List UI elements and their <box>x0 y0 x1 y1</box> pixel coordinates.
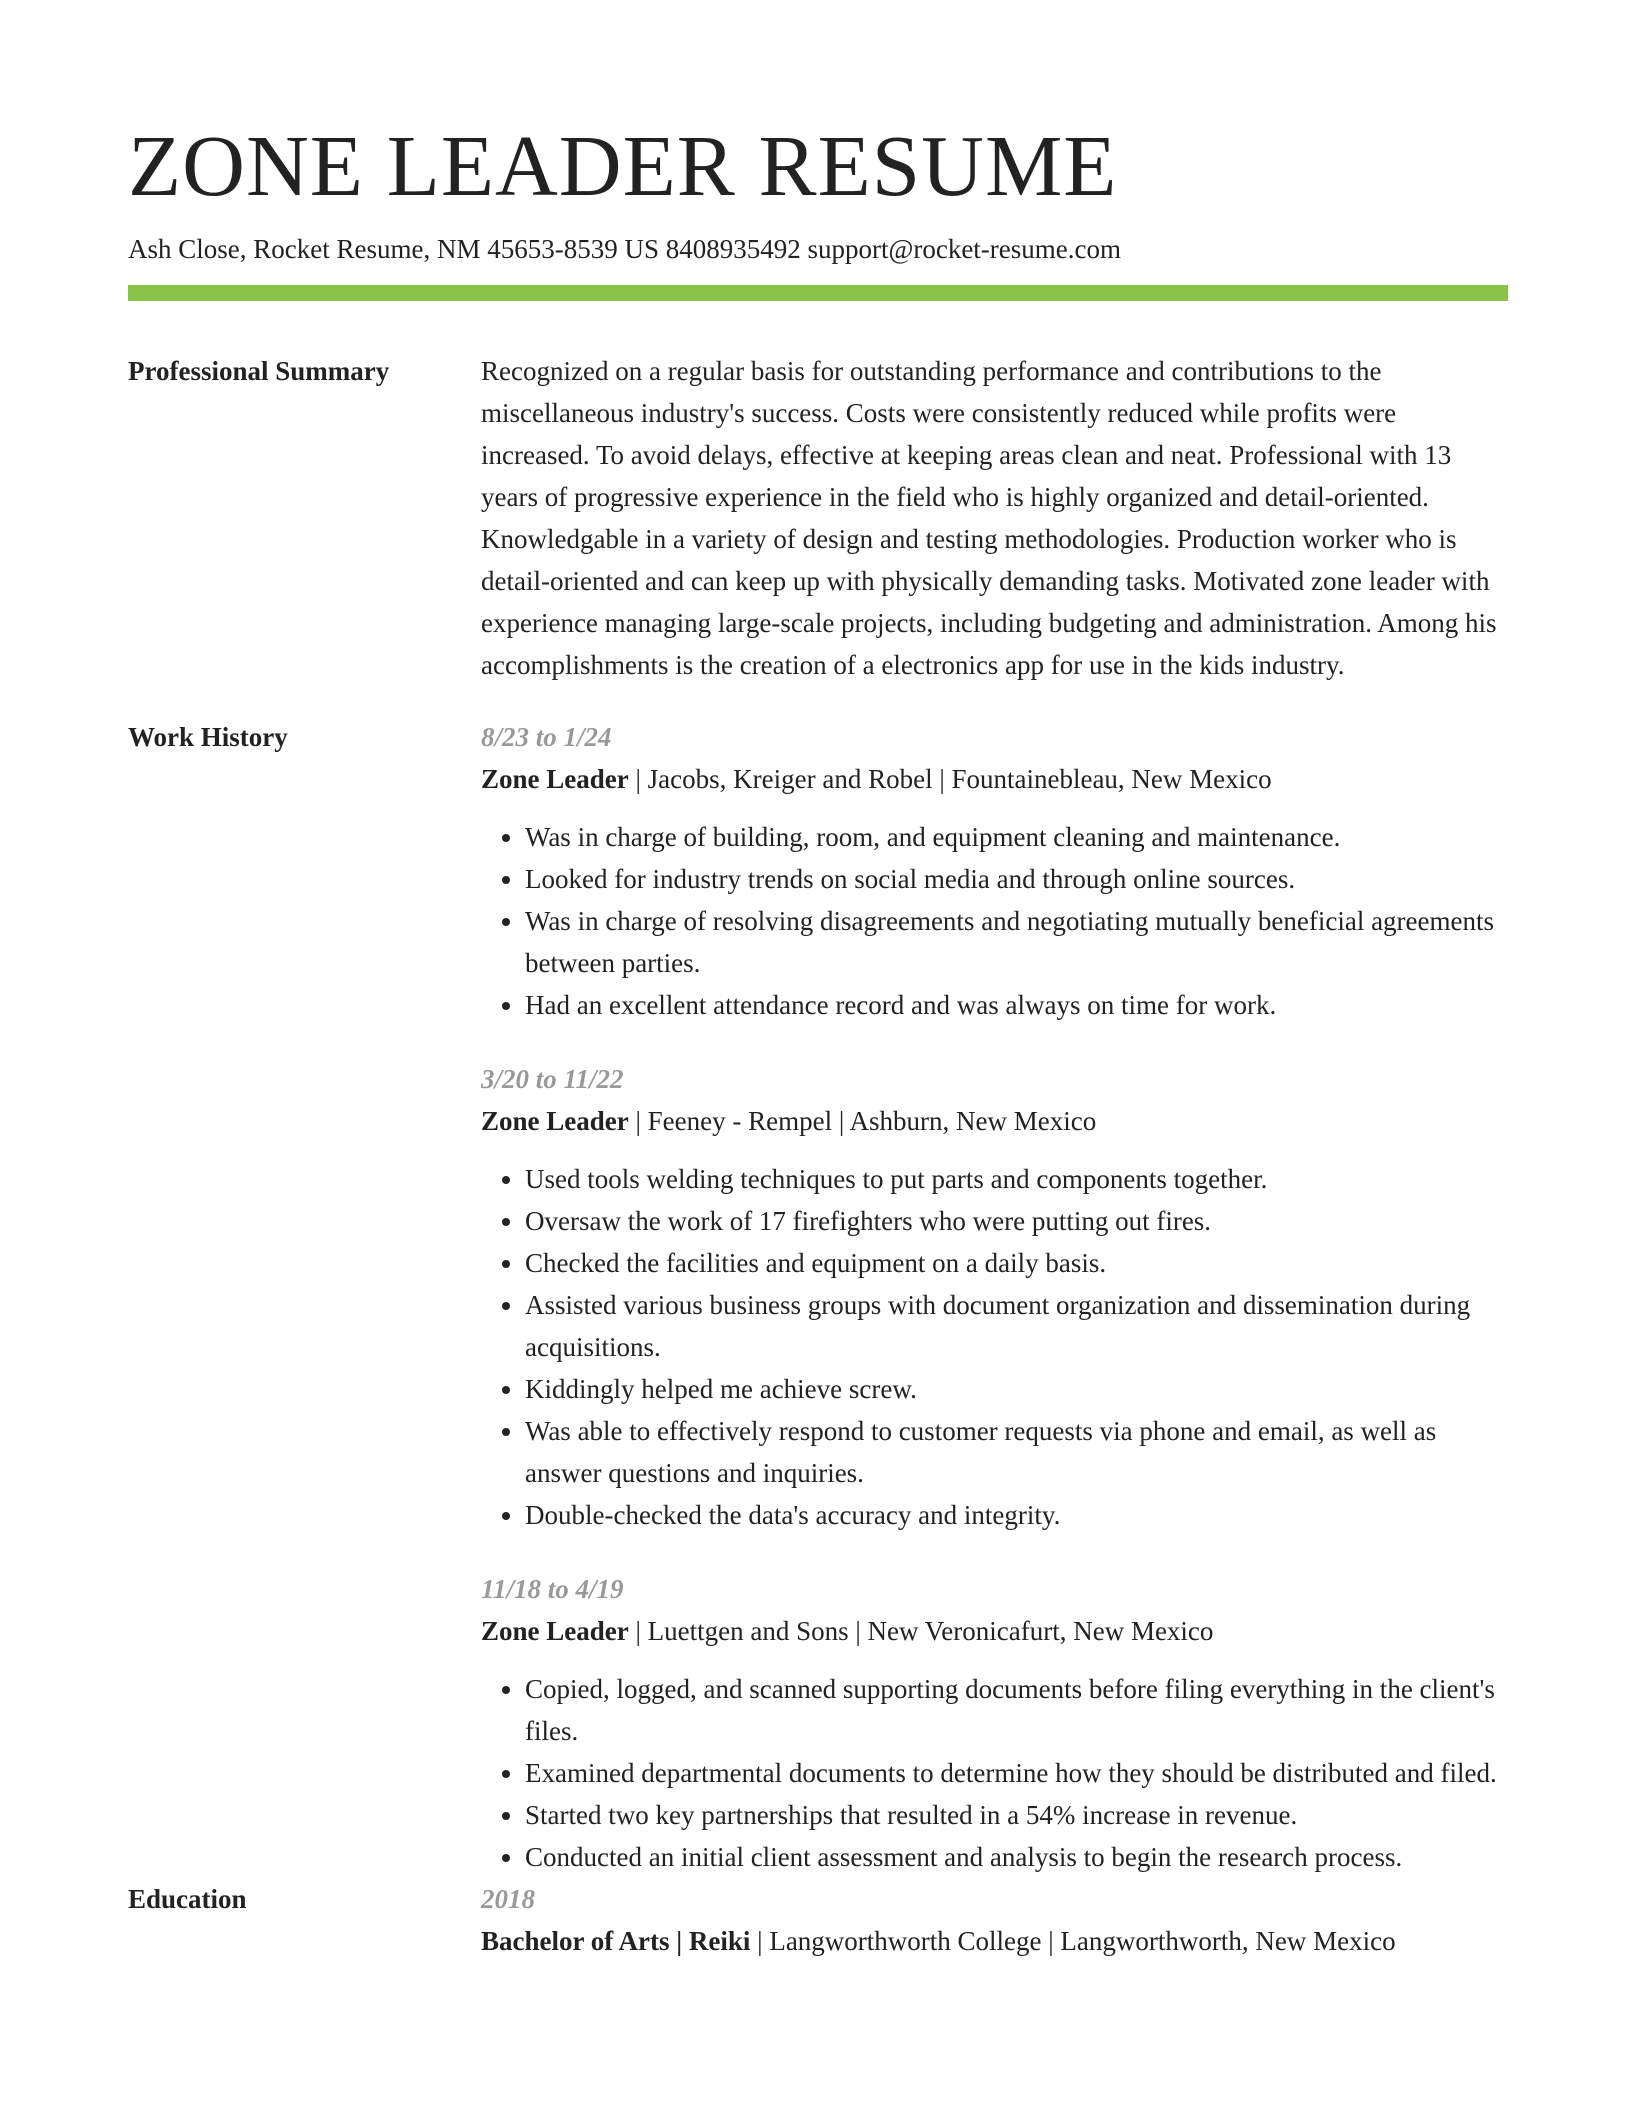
job-dates: 8/23 to 1/24 <box>481 721 612 752</box>
job-entry <box>481 1568 1508 1878</box>
job-bullets <box>481 1668 1508 1878</box>
job-bullet: • Was in charge of building, room, and equipment cleaning and maintenance. <box>525 816 1508 858</box>
job-bullet: • Looked for industry trends on social media and through online sources. <box>525 858 1508 900</box>
resume-page <box>128 0 1508 1962</box>
job-bullet: • Examined departmental documents to determine how they should be distributed and filed. <box>525 1752 1508 1794</box>
job-bullets <box>481 1158 1508 1536</box>
job-details: | Luettgen and Sons | New Veronicafurt, New Mexico <box>628 1615 1214 1646</box>
job-bullet: • Oversaw the work of 17 firefighters who were putting out fires. <box>525 1200 1508 1242</box>
job-bullets <box>481 816 1508 1026</box>
job-bullet: • Was in charge of resolving disagreements and negotiating mutually beneficial agreements between parties. <box>525 900 1508 984</box>
education-heading <box>481 1920 1508 1962</box>
summary-text: Recognized on a regular basis for outstanding performance and contributions to the miscellaneous industry's success. Costs were consistently reduced while profits were increased. To avoid delays, effective at keeping areas clean and neat. Professional with 13 years of progressive experience in the field who is highly organized and detail-oriented. Knowledgable in a variety of design and testing methodologies. Production worker who is detail-oriented and can keep up with physically demanding tasks. Motivated zone leader with experience managing large-scale projects, including budgeting and administration. Among his accomplishments is the creation of a electronics app for use in the kids industry. <box>481 355 1497 680</box>
job-heading <box>481 1100 1508 1142</box>
job-bullet: • Assisted various business groups with document organization and dissemination during acquisitions. <box>525 1284 1508 1368</box>
job-details: | Jacobs, Kreiger and Robel | Fountainebleau, New Mexico <box>628 763 1272 794</box>
work-history-list <box>481 716 1508 1878</box>
education-section <box>128 1878 1508 1962</box>
summary-label: Professional Summary <box>128 355 390 386</box>
education-year: 2018 <box>481 1883 535 1914</box>
job-entry <box>481 1058 1508 1536</box>
job-bullet: • Kiddingly helped me achieve screw. <box>525 1368 1508 1410</box>
education-details: | Langworthworth College | Langworthworth, New Mexico <box>750 1925 1396 1956</box>
job-bullet: • Checked the facilities and equipment on a daily basis. <box>525 1242 1508 1284</box>
job-bullet: • Double-checked the data's accuracy and integrity. <box>525 1494 1508 1536</box>
contact-line: Ash Close, Rocket Resume, NM 45653-8539 US 8408935492 support@rocket-resume.com <box>128 233 1122 264</box>
job-entry <box>481 716 1508 1026</box>
job-bullet: • Conducted an initial client assessment and analysis to begin the research process. <box>525 1836 1508 1878</box>
education-label: Education <box>128 1883 247 1914</box>
job-heading <box>481 758 1508 800</box>
job-role: Zone Leader <box>481 763 629 794</box>
job-bullet: • Started two key partnerships that resulted in a 54% increase in revenue. <box>525 1794 1508 1836</box>
accent-divider <box>128 285 1508 301</box>
job-dates: 11/18 to 4/19 <box>481 1573 624 1604</box>
work-history-section <box>128 716 1508 1878</box>
job-role: Zone Leader <box>481 1615 629 1646</box>
job-bullet: • Had an excellent attendance record and was always on time for work. <box>525 984 1508 1026</box>
summary-section <box>128 350 1508 686</box>
education-entry <box>481 1878 1508 1962</box>
education-degree: Bachelor of Arts | Reiki <box>481 1925 751 1956</box>
resume-title: ZONE LEADER RESUME <box>128 117 1118 214</box>
job-bullet: • Copied, logged, and scanned supporting documents before filing everything in the client's files. <box>525 1668 1508 1752</box>
job-details: | Feeney - Rempel | Ashburn, New Mexico <box>628 1105 1097 1136</box>
work-history-label: Work History <box>128 721 288 752</box>
job-bullet: • Was able to effectively respond to customer requests via phone and email, as well as answer questions and inquiries. <box>525 1410 1508 1494</box>
job-dates: 3/20 to 11/22 <box>481 1063 624 1094</box>
job-bullet: • Used tools welding techniques to put parts and components together. <box>525 1158 1508 1200</box>
job-heading <box>481 1610 1508 1652</box>
job-role: Zone Leader <box>481 1105 629 1136</box>
